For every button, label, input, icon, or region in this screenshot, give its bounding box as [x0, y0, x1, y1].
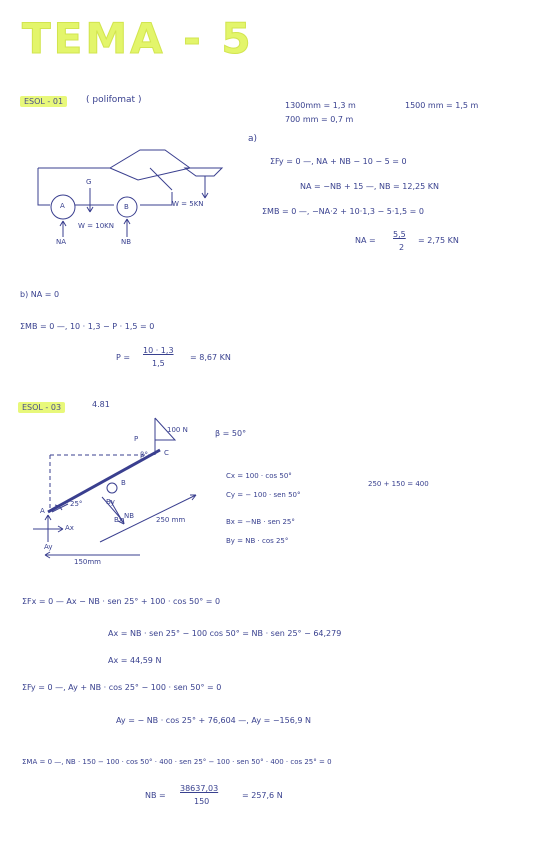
- equation-6-lhs: P =: [116, 353, 131, 362]
- equation-nb-num: 38637,03: [180, 784, 219, 793]
- exercise-tag-2: ESOL - 03: [18, 402, 65, 413]
- label-by: By: [106, 498, 115, 506]
- label-bx: Bx: [114, 516, 123, 524]
- equation-5: ΣMB = 0 —, 10 · 1,3 − P · 1,5 = 0: [20, 322, 155, 331]
- label-w1: W = 10KN: [78, 222, 114, 230]
- exercise-number: 4.81: [92, 400, 110, 409]
- equation-sum-fy: ΣFy = 0 —, Ay + NB · cos 25° − 100 · sen 50° = 0: [22, 683, 222, 692]
- equation-ay: Ay = − NB · cos 25° + 76,604 —, Ay = −156,9 N: [116, 716, 311, 725]
- conversion-1: 1300mm = 1,3 m: [285, 101, 356, 110]
- label-c: C: [164, 449, 169, 457]
- label-w2: W = 5KN: [172, 200, 204, 208]
- label-nb2: NB: [124, 512, 135, 520]
- label-a: A: [60, 202, 65, 210]
- exercise-note: ( polifomat ): [86, 95, 142, 105]
- equation-4-result: = 2,75 KN: [418, 236, 459, 245]
- equation-nb-den: 150: [194, 797, 210, 806]
- exercise-tag-1: ESOL - 01: [20, 96, 67, 107]
- conversion-3: 700 mm = 0,7 m: [285, 115, 354, 124]
- label-25deg: 25°: [70, 500, 83, 508]
- conversion-2: 1500 mm = 1,5 m: [405, 101, 479, 110]
- label-250mm: 250 mm: [156, 516, 186, 524]
- part-b-label: b) NA = 0: [20, 290, 60, 299]
- beta-value: β = 50°: [215, 429, 247, 438]
- label-angle: β°: [140, 451, 148, 459]
- equation-sum-fx: ΣFx = 0 — Ax − NB · sen 25° + 100 · cos 50° = 0: [22, 597, 221, 606]
- label-na: NA: [56, 238, 67, 246]
- label-p: P: [134, 435, 139, 443]
- equation-6-result: = 8,67 KN: [190, 353, 231, 362]
- cy-equation: Cy = − 100 · sen 50°: [226, 491, 301, 499]
- equation-nb-result: = 257,6 N: [242, 791, 283, 800]
- equation-4-den: 2: [399, 243, 405, 252]
- label-nb: NB: [121, 238, 132, 246]
- bx-equation: Bx = −NB · sen 25°: [226, 518, 295, 526]
- label-a2: A: [40, 507, 45, 515]
- equation-3: ΣMB = 0 —, −NA·2 + 10·1,3 − 5·1,5 = 0: [262, 207, 425, 216]
- equation-nb-lhs: NB =: [145, 791, 166, 800]
- label-150mm: 150mm: [74, 558, 101, 566]
- equation-6-num: 10 · 1,3: [143, 346, 174, 355]
- label-ay: Ay: [44, 543, 53, 551]
- equation-sum-ma: ΣMA = 0 —, NB · 150 − 100 · cos 50° · 400 · sen 25° − 100 · sen 50° · 400 · cos 25° = 0: [22, 758, 332, 766]
- by-equation: By = NB · cos 25°: [226, 537, 289, 545]
- part-a-label: a): [248, 134, 258, 144]
- equation-6-den: 1,5: [152, 359, 165, 368]
- label-force: 100 N: [167, 426, 188, 434]
- equation-2: NA = −NB + 15 —, NB = 12,25 KN: [300, 182, 439, 191]
- label-b: B: [124, 203, 129, 211]
- equation-4-lhs: NA =: [355, 236, 376, 245]
- cx-equation: Cx = 100 · cos 50°: [226, 472, 292, 480]
- label-ax: Ax: [65, 524, 74, 532]
- equation-4-num: 5,5: [393, 230, 406, 239]
- label-b2: B: [121, 479, 126, 487]
- label-g: G: [86, 178, 92, 186]
- equation-1: ΣFy = 0 —, NA + NB − 10 − 5 = 0: [270, 157, 407, 166]
- page-title: TEMA - 5: [22, 14, 254, 63]
- equation-ax-result: Ax = 44,59 N: [108, 656, 162, 665]
- equation-ax: Ax = NB · sen 25° − 100 cos 50° = NB · sen 25° − 64,279: [108, 629, 342, 638]
- distance-sum: 250 + 150 = 400: [368, 480, 429, 488]
